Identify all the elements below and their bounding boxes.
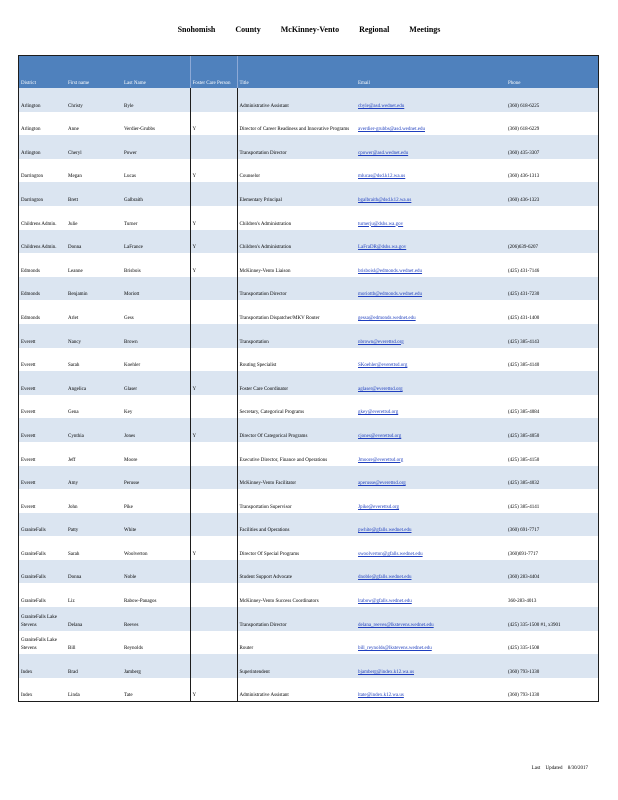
email-link[interactable]: ltate@index.k12.wa.us <box>358 693 404 699</box>
district-cell: Index <box>19 678 66 702</box>
first-name-cell: Bill <box>66 631 122 655</box>
table-row <box>19 206 598 230</box>
last-name-cell: Moore <box>122 442 190 466</box>
foster-care-cell: Y <box>190 536 237 560</box>
district-cell: Everett <box>19 371 66 395</box>
phone-cell: (360) 436-1313 <box>506 159 598 183</box>
first-name-cell: Delana <box>66 607 122 631</box>
title-cell: Administrative Assistant <box>237 678 356 702</box>
table-row <box>19 583 598 607</box>
email-cell <box>356 536 506 560</box>
email-cell <box>356 300 506 324</box>
first-name-cell: Donna <box>66 560 122 584</box>
table-row <box>19 678 598 702</box>
title-cell: Student Support Advocate <box>237 560 356 584</box>
district-cell: Index <box>19 654 66 678</box>
foster-care-cell: Y <box>190 678 237 702</box>
table-row <box>19 88 598 112</box>
table-row <box>19 536 598 560</box>
foster-care-cell <box>190 135 237 159</box>
email-cell <box>356 112 506 136</box>
email-link[interactable]: aglaser@everettsd.org <box>358 386 403 392</box>
email-link[interactable]: swoolverton@gfalls.wednet.edu <box>358 551 423 557</box>
email-cell <box>356 277 506 301</box>
phone-cell: (206)639-6207 <box>506 230 598 254</box>
table-row <box>19 395 598 419</box>
last-name-cell: Reynolds <box>122 631 190 655</box>
district-cell: Darrington <box>19 159 66 183</box>
title-cell: Transportation Director <box>237 277 356 301</box>
email-link[interactable]: bjamberg@index.k12.wa.us <box>358 669 415 675</box>
title-cell: Elementary Principal <box>237 182 356 206</box>
phone-cell <box>506 206 598 230</box>
title-cell: Transportation Director <box>237 135 356 159</box>
foster-care-cell <box>190 560 237 584</box>
foster-care-cell: Y <box>190 253 237 277</box>
email-cell <box>356 583 506 607</box>
col-header-foster-care: Foster Care Person <box>190 56 237 88</box>
table-row <box>19 489 598 513</box>
title-cell: McKinney-Vento Liaison <box>237 253 356 277</box>
table-row <box>19 253 598 277</box>
table-row <box>19 654 598 678</box>
table-row <box>19 300 598 324</box>
table-row <box>19 159 598 183</box>
email-cell <box>356 159 506 183</box>
last-name-cell: White <box>122 513 190 537</box>
last-name-cell: Tate <box>122 678 190 702</box>
first-name-cell: Megan <box>66 159 122 183</box>
foster-care-cell <box>190 324 237 348</box>
table-row <box>19 560 598 584</box>
district-cell: Everett <box>19 489 66 513</box>
last-name-cell: Woolverton <box>122 536 190 560</box>
table-row <box>19 513 598 537</box>
foster-care-cell: Y <box>190 159 237 183</box>
last-name-cell: Perusse <box>122 466 190 490</box>
foster-care-cell <box>190 466 237 490</box>
email-link[interactable]: cpower@asd.wednet.edu <box>358 150 409 156</box>
email-link[interactable]: moriottb@edmonds.wednet.edu <box>358 292 423 298</box>
phone-cell: (425) 385-4050 <box>506 418 598 442</box>
title-cell: Transportation Supervisor <box>237 489 356 513</box>
foster-care-cell <box>190 489 237 513</box>
district-cell: Edmonds <box>19 277 66 301</box>
phone-cell: (360) 691-7717 <box>506 513 598 537</box>
col-header-district: District <box>19 56 66 88</box>
table-row <box>19 607 598 631</box>
table-row <box>19 230 598 254</box>
last-name-cell: Byle <box>122 88 190 112</box>
email-cell <box>356 489 506 513</box>
email-link[interactable]: cjones@everettsd.org <box>358 433 402 439</box>
email-link[interactable]: lrabow@gfalls.wednet.edu <box>358 599 412 605</box>
title-cell: Transportation Dispatcher/MKV Router <box>237 300 356 324</box>
table-row <box>19 348 598 372</box>
email-cell <box>356 678 506 702</box>
first-name-cell: Christy <box>66 88 122 112</box>
first-name-cell: Leanne <box>66 253 122 277</box>
first-name-cell: Brett <box>66 182 122 206</box>
table-row <box>19 442 598 466</box>
district-cell: Childrens Admin. <box>19 206 66 230</box>
title-cell: Secretary, Categorical Programs <box>237 395 356 419</box>
phone-cell: (425) 385-4032 <box>506 466 598 490</box>
title-cell: Foster Care Coordinator <box>237 371 356 395</box>
first-name-cell: Sarah <box>66 348 122 372</box>
district-cell: Everett <box>19 442 66 466</box>
last-name-cell: Lucas <box>122 159 190 183</box>
last-name-cell: Reeves <box>122 607 190 631</box>
last-name-cell: Rabow-Panagos <box>122 583 190 607</box>
email-cell <box>356 206 506 230</box>
email-cell <box>356 442 506 466</box>
email-link[interactable]: delana_reeves@lkstevens.wednet.edu <box>358 622 434 628</box>
first-name-cell: Cheryl <box>66 135 122 159</box>
last-name-cell: Brisbois <box>122 253 190 277</box>
first-name-cell: John <box>66 489 122 513</box>
email-cell <box>356 324 506 348</box>
email-link[interactable]: cbyle@asd.wednet.edu <box>358 103 405 109</box>
title-cell: Administrative Assistant <box>237 88 356 112</box>
email-cell <box>356 418 506 442</box>
table-row <box>19 371 598 395</box>
title-cell: Counselor <box>237 159 356 183</box>
phone-cell: 360-283-4013 <box>506 583 598 607</box>
col-header-phone: Phone <box>506 56 598 88</box>
district-cell: Arlington <box>19 88 66 112</box>
foster-care-cell <box>190 348 237 372</box>
district-cell: Darrington <box>19 182 66 206</box>
foster-care-cell <box>190 395 237 419</box>
email-cell <box>356 631 506 655</box>
title-cell: Executive Director, Finance and Operations <box>237 442 356 466</box>
first-name-cell: Gena <box>66 395 122 419</box>
email-cell <box>356 371 506 395</box>
foster-care-cell: Y <box>190 371 237 395</box>
foster-care-cell: Y <box>190 230 237 254</box>
district-cell: Everett <box>19 466 66 490</box>
email-cell <box>356 135 506 159</box>
email-cell <box>356 88 506 112</box>
table-row <box>19 182 598 206</box>
foster-care-cell <box>190 277 237 301</box>
phone-cell: (425) 335-1508 <box>506 631 598 655</box>
first-name-cell: Sarah <box>66 536 122 560</box>
title-cell: Children's Administration <box>237 206 356 230</box>
last-name-cell: Turner <box>122 206 190 230</box>
table-row <box>19 418 598 442</box>
first-name-cell: Cynthia <box>66 418 122 442</box>
last-name-cell: Glaser <box>122 371 190 395</box>
last-name-cell: Jamberg <box>122 654 190 678</box>
first-name-cell: Patty <box>66 513 122 537</box>
email-link[interactable]: turnerju@dshs.wa.gov <box>358 221 404 227</box>
phone-cell: (425) 385-4140 <box>506 348 598 372</box>
table-row <box>19 466 598 490</box>
phone-cell: (360)691-7717 <box>506 536 598 560</box>
last-name-cell: Galbraith <box>122 182 190 206</box>
district-cell: GraniteFalls <box>19 513 66 537</box>
col-header-last-name: Last Name <box>122 56 190 88</box>
email-cell <box>356 230 506 254</box>
foster-care-cell <box>190 607 237 631</box>
email-link[interactable]: bgalbraith@dsd.k12.wa.us <box>358 197 412 203</box>
first-name-cell: Donna <box>66 230 122 254</box>
title-cell: Transportation <box>237 324 356 348</box>
contacts-table <box>18 55 599 702</box>
email-link[interactable]: nbrown@everettsd.org <box>358 339 404 345</box>
phone-cell: (360) 618-6229 <box>506 112 598 136</box>
email-cell <box>356 182 506 206</box>
table-row <box>19 324 598 348</box>
title-cell: Routing Specialist <box>237 348 356 372</box>
foster-care-cell <box>190 182 237 206</box>
foster-care-cell <box>190 442 237 466</box>
phone-cell: (360) 618-6225 <box>506 88 598 112</box>
email-link[interactable]: LaFraDR@dshs.wa.gov <box>358 245 407 251</box>
table-header-row <box>19 56 598 88</box>
phone-cell: (425) 385-4150 <box>506 442 598 466</box>
district-cell: Everett <box>19 348 66 372</box>
table-row <box>19 135 598 159</box>
phone-cell: (425) 385-4084 <box>506 395 598 419</box>
district-cell: Everett <box>19 418 66 442</box>
email-link[interactable]: mlucas@dsd.k12.wa.us <box>358 174 406 180</box>
district-cell: GraniteFalls <box>19 536 66 560</box>
email-cell <box>356 395 506 419</box>
first-name-cell: Amy <box>66 466 122 490</box>
email-cell <box>356 513 506 537</box>
email-link[interactable]: brisboisl@edmonds.wednet.edu <box>358 268 423 274</box>
first-name-cell: Brad <box>66 654 122 678</box>
first-name-cell: Jeff <box>66 442 122 466</box>
first-name-cell: Arlet <box>66 300 122 324</box>
foster-care-cell <box>190 631 237 655</box>
title-cell: Director Of Special Programs <box>237 536 356 560</box>
foster-care-cell <box>190 88 237 112</box>
email-cell <box>356 560 506 584</box>
title-cell: Transportation Director <box>237 607 356 631</box>
phone-cell <box>506 371 598 395</box>
foster-care-cell: Y <box>190 112 237 136</box>
district-cell: GraniteFalls <box>19 560 66 584</box>
col-header-title: Title <box>237 56 356 88</box>
table-row <box>19 112 598 136</box>
email-link[interactable]: Jpike@everettsd.org <box>358 504 400 510</box>
email-cell <box>356 253 506 277</box>
phone-cell: (360) 436-1323 <box>506 182 598 206</box>
col-header-first-name: First name <box>66 56 122 88</box>
first-name-cell: Benjamin <box>66 277 122 301</box>
email-link[interactable]: SKoehler@everettsd.org <box>358 363 408 369</box>
title-cell: Facilities and Operations <box>237 513 356 537</box>
phone-cell: (425) 385-4143 <box>506 324 598 348</box>
foster-care-cell: Y <box>190 418 237 442</box>
phone-cell: (425) 335-1500 #1, x3901 <box>506 607 598 631</box>
last-name-cell: Brown <box>122 324 190 348</box>
last-name-cell: LaFrance <box>122 230 190 254</box>
district-cell: Edmonds <box>19 253 66 277</box>
phone-cell: (425) 431-1400 <box>506 300 598 324</box>
email-link[interactable]: bill_reynolds@lkstevens.wednet.edu <box>358 646 432 652</box>
district-cell: Childrens Admin. <box>19 230 66 254</box>
title-cell: McKinney-Vento Facilitator <box>237 466 356 490</box>
first-name-cell: Liz <box>66 583 122 607</box>
email-link[interactable]: gkey@everettsd.org <box>358 410 399 416</box>
email-cell <box>356 654 506 678</box>
last-name-cell: Pike <box>122 489 190 513</box>
district-cell: Arlington <box>19 112 66 136</box>
first-name-cell: Nancy <box>66 324 122 348</box>
district-cell: GraniteFalls Lake Stevens <box>19 631 66 655</box>
district-cell: Arlington <box>19 135 66 159</box>
last-name-cell: Koehler <box>122 348 190 372</box>
last-name-cell: Key <box>122 395 190 419</box>
phone-cell: (425) 385-4141 <box>506 489 598 513</box>
foster-care-cell <box>190 583 237 607</box>
email-link[interactable]: dnoble@gfalls.wednet.edu <box>358 575 412 581</box>
district-cell: Everett <box>19 395 66 419</box>
last-name-cell: Jones <box>122 418 190 442</box>
email-link[interactable]: aperusse@everettsd.org <box>358 481 406 487</box>
district-cell: GraniteFalls <box>19 583 66 607</box>
first-name-cell: Angelica <box>66 371 122 395</box>
email-cell <box>356 607 506 631</box>
email-link[interactable]: averdier-grubbs@asd.wednet.edu <box>358 127 425 133</box>
phone-cell: (360) 793-1330 <box>506 678 598 702</box>
first-name-cell: Anne <box>66 112 122 136</box>
last-name-cell: Verdier-Grubbs <box>122 112 190 136</box>
email-link[interactable]: Jmoore@everettsd.org <box>358 457 404 463</box>
district-cell: GraniteFalls Lake Stevens <box>19 607 66 631</box>
phone-cell: (360) 435-3307 <box>506 135 598 159</box>
title-cell: Router <box>237 631 356 655</box>
last-name-cell: Moriott <box>122 277 190 301</box>
table-row <box>19 631 598 655</box>
title-cell: McKinney-Vento Success Coordinators <box>237 583 356 607</box>
first-name-cell: Julie <box>66 206 122 230</box>
last-name-cell: Noble <box>122 560 190 584</box>
phone-cell: (425) 431-7146 <box>506 253 598 277</box>
last-name-cell: Power <box>122 135 190 159</box>
phone-cell: (360) 793-1330 <box>506 654 598 678</box>
foster-care-cell <box>190 654 237 678</box>
email-link[interactable]: gessa@edmonds.wednet.edu <box>358 315 416 321</box>
table-row <box>19 277 598 301</box>
last-name-cell: Gess <box>122 300 190 324</box>
phone-cell: (360) 283-4404 <box>506 560 598 584</box>
title-cell: Director of Career Readiness and Innovative Programs <box>237 112 356 136</box>
last-updated: Last Updated 8/30/2017 <box>531 766 588 771</box>
title-cell: Superintendent <box>237 654 356 678</box>
email-cell <box>356 348 506 372</box>
foster-care-cell <box>190 300 237 324</box>
email-cell <box>356 466 506 490</box>
district-cell: Edmonds <box>19 300 66 324</box>
first-name-cell: Linda <box>66 678 122 702</box>
title-cell: Director Of Categorical Programs <box>237 418 356 442</box>
foster-care-cell: Y <box>190 206 237 230</box>
page-title: Snohomish County McKinney-Vento Regional Meetings <box>177 25 441 34</box>
phone-cell: (425) 431-7230 <box>506 277 598 301</box>
email-link[interactable]: pwhite@gfalls.wednet.edu <box>358 528 412 534</box>
foster-care-cell <box>190 513 237 537</box>
col-header-email: Email <box>356 56 506 88</box>
district-cell: Everett <box>19 324 66 348</box>
title-cell: Children's Administration <box>237 230 356 254</box>
